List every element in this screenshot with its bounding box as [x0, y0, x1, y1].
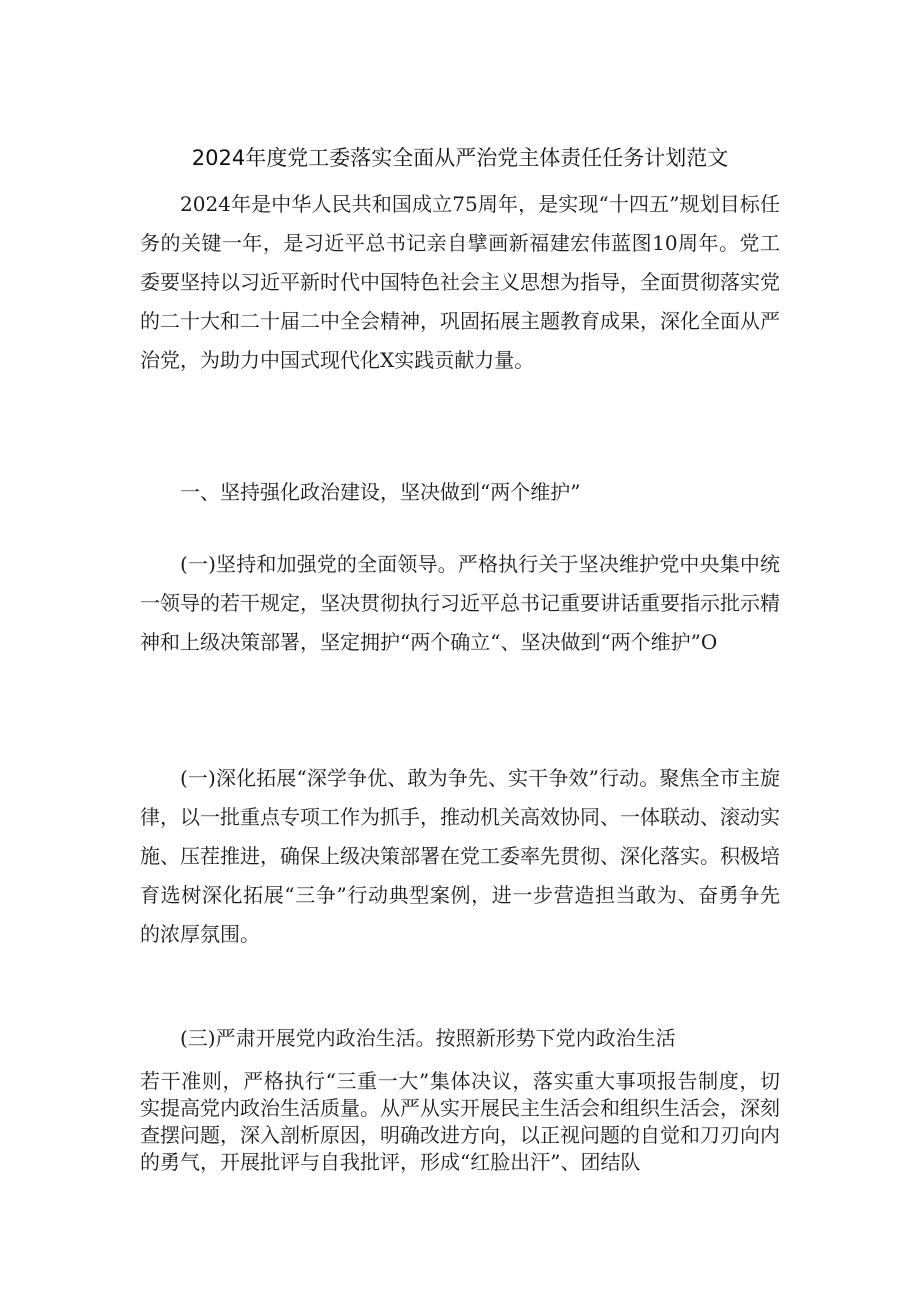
intro-paragraph: 2024年是中华人民共和国成立75周年，是实现“十四五”规划目标任务的关键一年，是习近平总书记亲自擘画新福建宏伟蓝图10周年。党工委要坚持以习近平新时代中国特色社会主义思想为指导，全面贯彻落实党的二十大和二十届二中全会精神，巩固拓展主题教育成果，深化全面从严治党，为助力中国式现代化X实践贡献力量。: [140, 192, 780, 372]
section-heading-1: 一、坚持强化政治建设，坚决做到“两个维护”: [180, 480, 581, 504]
document-title: 2024年度党工委落实全面从严治党主体责任任务计划范文: [191, 146, 729, 170]
item-heading-3: (三)严肃开展党内政治生活。按照新形势下党内政治生活: [180, 1026, 676, 1050]
item-paragraph-2: (一)深化拓展“深学争优、敢为争先、实干争效”行动。聚焦全市主旋律，以一批重点专项工作为抓手，推动机关高效协同、一体联动、滚动实施、压茬推进，确保上级决策部署在党工委率先贯彻、深化落实。积极培育选树深化拓展“三争”行动典型案例，进一步营造担当敢为、奋勇争先的浓厚氛围。: [140, 766, 780, 946]
item-paragraph-3: 若干准则，严格执行“三重一大”集体决议，落实重大事项报告制度，切实提高党内政治生活质量。从严从实开展民主生活会和组织生活会，深刻查摆问题，深入剖析原因，明确改进方向，以正视问题的自觉和刀刃向内的勇气，开展批评与自我批评，形成“红脸出汗”、团结队: [140, 1069, 780, 1174]
item-paragraph-1: (一)坚持和加强党的全面领导。严格执行关于坚决维护党中央集中统一领导的若干规定，坚决贯彻执行习近平总书记重要讲话重要指示批示精神和上级决策部署，坚定拥护“两个确立“、坚决做到“两个维护”O: [140, 552, 780, 654]
